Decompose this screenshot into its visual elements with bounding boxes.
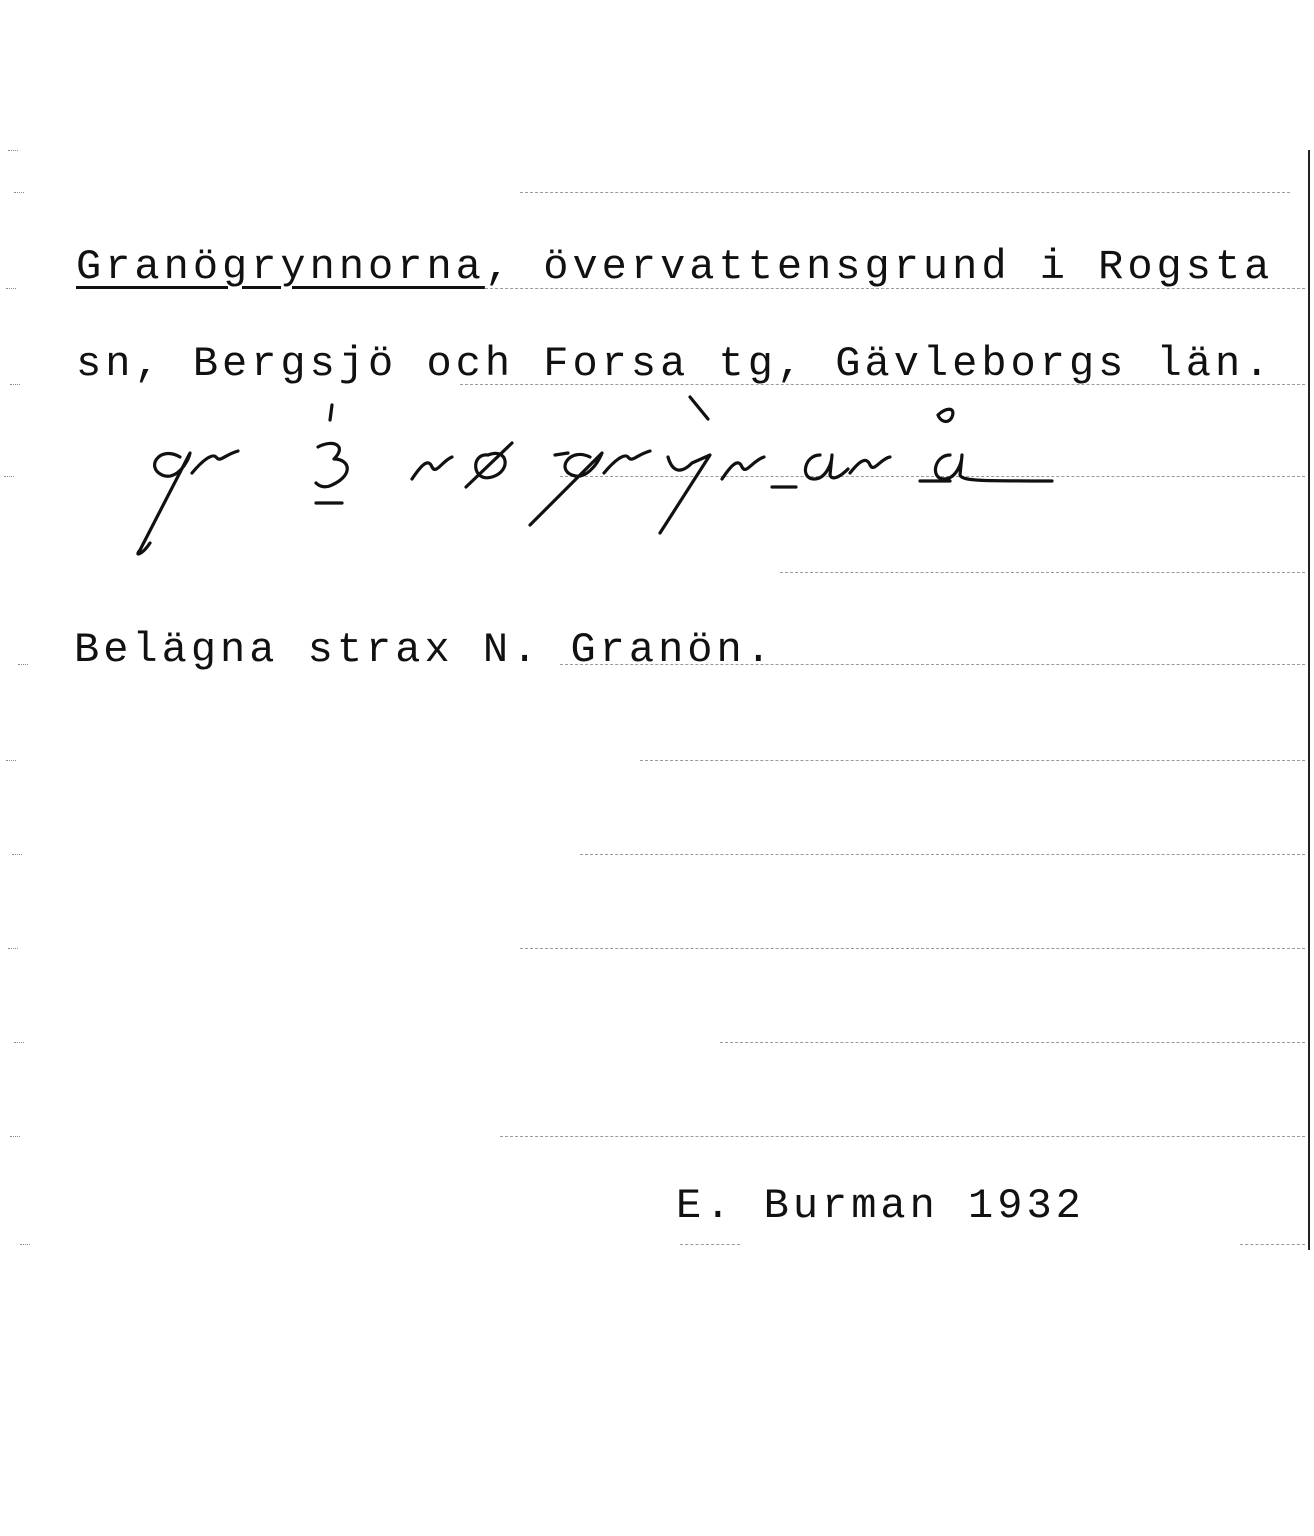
entry-line-2: sn, Bergsjö och Forsa tg, Gävleborgs län. xyxy=(76,340,1274,388)
ruled-line xyxy=(580,854,1305,855)
entry-line-1-rest: , övervattensgrund i Rogsta xyxy=(484,243,1274,291)
signature: E. Burman 1932 xyxy=(676,1182,1085,1230)
handwritten-pronunciation xyxy=(120,375,1080,565)
ruled-line xyxy=(720,1042,1305,1043)
ruled-line xyxy=(1240,1244,1305,1245)
ruled-line xyxy=(640,760,1305,761)
ruled-line xyxy=(520,192,1290,193)
headword: Granögrynnorna xyxy=(76,243,485,291)
ruled-line xyxy=(780,572,1305,573)
ruled-line xyxy=(500,1136,1305,1137)
ruled-line xyxy=(680,1244,740,1245)
location-note: Belägna strax N. Granön. xyxy=(74,626,775,674)
entry-line-1 xyxy=(76,243,1273,291)
right-border xyxy=(1308,150,1310,1250)
ruled-line xyxy=(520,948,1305,949)
